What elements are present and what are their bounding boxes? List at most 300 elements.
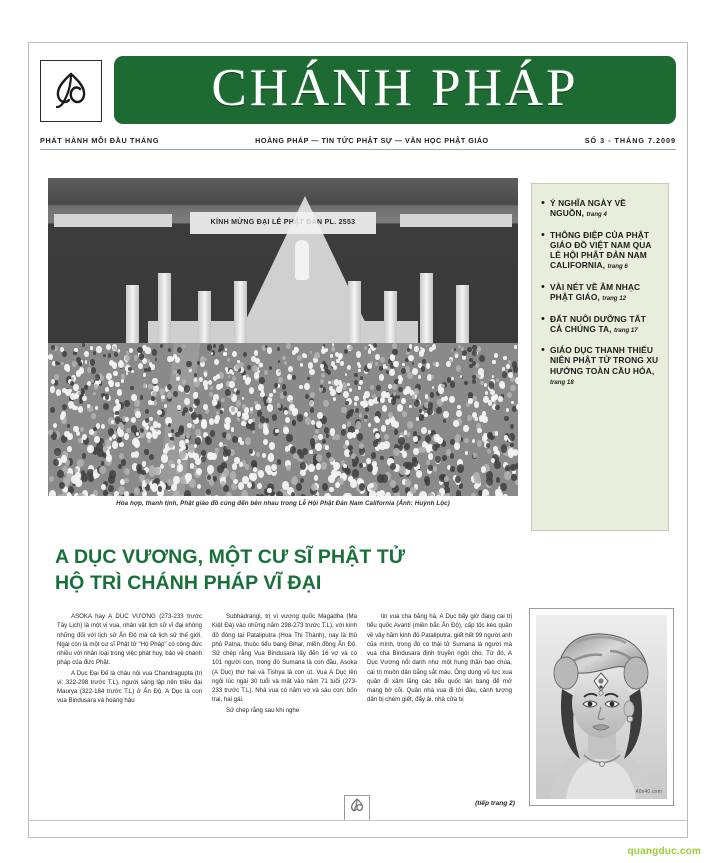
crowd-person [213,376,217,381]
crowd-person [62,404,67,410]
crowd-person [368,423,372,428]
crowd-person [383,364,387,369]
crowd-person [291,492,295,496]
crowd-person [134,451,140,458]
crowd-person [137,347,142,353]
crowd-person [259,494,265,496]
table-of-contents [531,183,669,531]
crowd-person [516,404,518,410]
crowd-person [370,385,374,390]
crowd-person [457,405,460,409]
crowd-person [147,439,151,443]
photo-crowd-area [48,343,518,496]
crowd-person [358,386,361,390]
crowd-person [103,490,107,496]
crowd-person [419,491,426,496]
crowd-person [512,361,517,368]
crowd-person [389,369,395,376]
crowd-person [494,353,498,358]
crowd-person [209,479,214,486]
crowd-person [510,424,514,429]
crowd-person [67,446,72,452]
crowd-person [207,465,214,474]
crowd-person [432,444,438,452]
crowd-person [364,415,368,420]
crowd-person [249,387,254,393]
crowd-person [432,386,435,389]
crowd-person [194,444,198,448]
crowd-person [189,369,192,373]
crowd-person [450,381,455,387]
masthead-title-bar [114,56,676,124]
crowd-person [74,348,77,352]
toc-item[interactable] [541,314,659,335]
crowd-person [183,407,188,413]
crowd-person [96,346,101,352]
crowd-person [474,401,479,408]
crowd-person [509,433,515,440]
crowd-person [189,479,196,487]
crowd-person [333,397,336,401]
crowd-person [140,395,144,400]
crowd-person [262,453,266,458]
crowd-person [225,424,230,430]
crowd-person [430,392,435,398]
crowd-person [190,463,195,469]
crowd-person [407,372,412,379]
crowd-person [314,352,319,359]
article-paragraph: Sử chép rằng sau khi nghe [226,706,300,714]
crowd-person [177,347,182,353]
crowd-person [416,417,419,421]
article-column [57,612,202,802]
crowd-person [436,407,442,414]
crowd-person [94,436,99,443]
crowd-person [168,348,171,352]
bullet-icon: • [541,197,545,209]
crowd-person [296,483,302,491]
crowd-person [142,461,146,466]
crowd-person [189,407,193,412]
crowd-person [247,365,251,370]
crowd-person [108,353,112,357]
crowd-person [341,429,346,436]
crowd-person [57,362,59,365]
crowd-person [398,437,404,445]
crowd-person [219,344,224,350]
crowd-person [106,344,111,351]
crowd-person [338,353,343,359]
toc-item-title: ĐẤT NUÔI DƯỠNG TẤT CẢ CHÚNG TA, trang 17 [550,313,646,334]
crowd-person [182,379,187,385]
crowd-person [250,407,253,411]
crowd-person [168,423,171,427]
crowd-person [419,414,425,421]
crowd-person [425,394,429,399]
crowd-person [321,462,328,470]
crowd-person [356,351,361,358]
crowd-person [285,417,290,424]
crowd-person [407,421,413,429]
bullet-icon: • [541,228,545,241]
crowd-person [227,358,230,362]
crowd-person [277,459,281,464]
crowd-person [142,491,147,496]
crowd-person [349,346,353,351]
crowd-person [184,490,191,496]
crowd-person [345,493,352,496]
crowd-person [435,456,440,463]
crowd-person [90,359,95,365]
crowd-person [421,427,427,434]
crowd-person [359,413,363,418]
crowd-person [321,348,326,354]
crowd-person [379,442,385,450]
asoka-portrait-frame [529,608,674,806]
crowd-person [408,355,413,362]
crowd-person [93,392,96,395]
crowd-person [67,424,70,428]
masthead-tagline-row [40,136,676,150]
crowd-person [108,485,114,493]
crowd-person [354,396,359,402]
crowd-person [364,391,370,398]
crowd-person [49,490,56,496]
crowd-person [421,366,425,371]
crowd-person [155,358,157,361]
crowd-person [514,345,517,349]
crowd-person [515,377,518,384]
crowd-person [346,414,350,419]
crowd-person [425,435,432,443]
crowd-person [48,430,52,435]
crowd-person [87,404,90,408]
crowd-person [272,414,277,421]
crowd-person [128,367,132,372]
page-title: CHÁNH PHÁP [211,58,579,117]
crowd-person [380,357,385,363]
crowd-person [348,445,353,451]
crowd-person [231,407,235,412]
crowd-person [82,434,87,440]
crowd-person [413,436,417,441]
crowd-person [194,378,197,382]
crowd-person [500,483,507,491]
crowd-person [210,430,215,436]
stage-pillar [420,273,433,343]
crowd-person [428,453,434,460]
crowd-person [267,404,273,412]
crowd-person [314,475,318,481]
crowd-person [456,410,462,417]
crowd-person [225,389,230,396]
crowd-person [357,433,363,441]
crowd-person [343,444,347,449]
crowd-person [84,385,88,390]
crowd-person [349,388,352,392]
crowd-person [231,427,235,432]
crowd-person [85,360,88,364]
toc-item-title: THÔNG ĐIỆP CỦA PHẬT GIÁO ĐỒ VIỆT NAM QUA LỄ HỘI PHẬT ĐẢN NAM CALIFORNIA, trang 6 [550,229,652,271]
crowd-person [365,407,369,412]
crowd-person [273,389,276,393]
crowd-person [226,492,232,496]
crowd-person [130,493,135,496]
crowd-person [152,378,157,385]
crowd-person [462,355,466,360]
crowd-person [515,480,518,485]
toc-item[interactable] [541,198,659,219]
stage-banner-left [54,214,172,227]
crowd-person [259,363,263,368]
crowd-person [59,482,65,489]
crowd-person [486,443,490,448]
crowd-person [256,452,260,457]
crowd-person [393,448,399,456]
masthead-logo [40,60,102,122]
crowd-person [157,410,161,415]
crowd-person [201,421,207,429]
crowd-person [426,363,431,369]
crowd-person [221,398,224,402]
issue-number: SỐ 3 - THÁNG 7.2009 [584,136,676,145]
crowd-person [518,386,519,393]
crowd-person [124,491,129,496]
crowd-person [481,466,486,473]
crowd-person [50,407,55,413]
crowd-person [418,375,421,378]
crowd-person [508,360,512,365]
crowd-person [384,407,387,411]
crowd-person [149,468,156,476]
toc-item-title: VÀI NÉT VỀ ÂM NHẠC PHẬT GIÁO, trang 12 [550,281,641,303]
crowd-person [134,358,137,362]
crowd-person [101,424,105,429]
bullet-icon: • [541,280,545,293]
toc-item[interactable] [541,282,659,303]
crowd-person [392,384,397,390]
article-paragraph: tin vua cha băng hà, A Dục bấy giờ đang cai trị tiểu quốc Avanti (miền bắc Ấn Độ), cấp tốc kéo quân về vây hãm kinh đô Pataliputra, giết hết 99 người anh của mình, trong đó có thái tử Sumana là người mà vua cha Bindusara định truyền ngôi cho. Từ đó, A Dục Vương nổi danh như một hung thần bạo chúa, cai trị muôn dân bằng sắt máu. Ông dùng vũ lực xua quân đi xâm lăng các tiểu quốc lân bang để mở mang bờ cõi. Quân nhà vua đi tới đâu, cảnh tượng dân bị chém giết, đẩy ải, nhà cửa bị [367,613,512,704]
crowd-person [495,431,499,436]
crowd-person [287,374,292,380]
crowd-person [203,404,207,410]
toc-item-title: GIÁO DỤC THANH THIẾU NIÊN PHẬT TỬ TRONG XU HƯỚNG TOÀN CẦU HÓA, trang 18 [550,345,659,386]
crowd-person [121,459,126,465]
article-column [212,612,357,802]
portrait-credit: 40x40.com [635,789,662,795]
crowd-person [412,362,414,365]
crowd-person [70,393,76,400]
stage-pillar [234,281,247,343]
crowd-person [82,343,85,347]
crowd-person [450,453,455,459]
crowd-person [406,462,412,470]
crowd-person [385,492,390,496]
crowd-person [482,435,487,442]
headline-line-1: A DỤC VƯƠNG, MỘT CƯ SĨ PHẬT TỬ [55,546,406,568]
crowd-person [284,410,288,415]
article-paragraph: A Dục Đại Đế là cháu nội vua Chandragupta (trị vì: 322-298 trước T.L), người sáng lập nên triều đại Maurya (322-184 trước T.L) ở Ấn Độ. A Dục là con vua Bindusara và hoàng hậu [57,669,202,705]
crowd-person [498,396,503,402]
crowd-person [247,482,252,488]
crowd-person [103,403,109,411]
crowd-person [50,386,55,393]
crowd-person [487,449,491,454]
toc-item-page: trang 18 [550,378,574,386]
crowd-person [73,426,78,433]
crowd-person [503,494,508,496]
crowd-person [232,372,235,375]
crowd-person [427,408,433,415]
crowd-person [379,366,383,371]
footer-divider [28,820,688,821]
crowd-person [407,348,411,352]
crowd-person [269,366,272,370]
crowd-person [376,385,381,391]
crowd-person [277,404,280,408]
crowd-person [196,468,202,475]
crowd-person [263,428,268,435]
crowd-person [455,434,462,442]
toc-item-page: trang 6 [607,263,628,271]
article-column [367,612,512,802]
crowd-person [185,473,191,481]
crowd-person [219,442,223,447]
crowd-person [82,453,87,459]
crowd-person [101,461,105,466]
crowd-person [131,425,137,432]
crowd-person [215,415,220,421]
crowd-person [288,366,293,372]
crowd-person [113,346,116,350]
crowd-person [54,374,59,380]
crowd-person [307,377,310,381]
crowd-person [373,343,377,348]
crowd-person [304,354,307,358]
crowd-person [105,387,109,392]
crowd-person [344,349,348,354]
crowd-person [182,345,185,349]
crowd-person [57,470,64,479]
crowd-person [308,362,313,369]
crowd-person [343,464,347,469]
crowd-person [161,454,168,463]
crowd-person [300,478,304,483]
crowd-person [99,466,106,475]
stage-dais [148,321,418,343]
crowd-person [300,462,306,470]
crowd-person [115,382,119,387]
crowd-person [253,467,257,472]
crowd-person [157,430,161,435]
crowd-person [243,352,247,357]
crowd-person [431,375,434,379]
crowd-person [184,385,190,392]
crowd-person [483,396,489,403]
crowd-person [446,361,451,368]
crowd-person [297,449,302,455]
crowd-person [496,491,503,496]
crowd-person [193,392,198,399]
crowd-person [116,403,121,409]
crowd-person [171,429,174,433]
crowd-person [120,424,124,429]
crowd-person [152,349,157,356]
crowd-person [421,447,426,453]
crowd-person [457,464,464,473]
crowd-person [478,368,484,375]
crowd-person [124,433,129,440]
crowd-person [473,453,477,457]
crowd-person [477,346,481,351]
toc-item[interactable] [541,345,659,386]
crowd-person [402,451,407,458]
crowd-person [267,488,271,493]
crowd-person [443,419,447,424]
crowd-person [322,439,326,444]
toc-item[interactable] [541,230,659,271]
crowd-person [124,478,129,484]
crowd-person [472,375,476,380]
crowd-person [502,371,507,377]
crowd-person [251,422,255,427]
crowd-person [503,356,506,360]
crowd-person [223,450,228,456]
crowd-person [82,396,87,402]
crowd-person [315,429,319,434]
crowd-person [510,443,514,448]
crowd-person [472,439,475,443]
crowd-person [405,479,412,487]
crowd-person [91,413,96,419]
photo-caption: Hòa hợp, thanh tịnh, Phật giáo đồ cùng đến bên nhau trong Lễ Hội Phật Đản Nam California (Ảnh: Huỳnh Lộc) [116,500,450,507]
crowd-person [114,352,118,357]
toc-item-page: trang 4 [586,211,607,219]
stage-pillar [384,291,397,343]
crowd-person [118,361,123,368]
crowd-person [145,425,149,430]
crowd-person [210,386,213,390]
crowd-person [402,411,407,417]
crowd-person [268,453,275,462]
crowd-person [322,483,328,491]
crowd-person [442,455,447,461]
crowd-person [433,466,438,472]
crowd-person [79,367,85,374]
crowd-person [351,453,356,459]
crowd-person [246,441,250,446]
crowd-person [263,423,267,428]
crowd-person [195,429,201,436]
crowd-person [414,388,419,394]
crowd-person [219,384,223,388]
crowd-person [340,361,344,366]
continued-note: (tiếp trang 2) [475,800,515,807]
crowd-person [115,416,121,423]
crowd-person [56,389,61,396]
crowd-person [462,350,467,356]
crowd-person [265,465,271,472]
crowd-person [325,445,329,449]
stage-banner-right [400,214,512,227]
crowd-person [204,385,208,390]
crowd-person [84,351,89,357]
bullet-icon: • [541,344,545,357]
crowd-person [72,405,76,410]
crowd-person [144,449,148,454]
crowd-person [464,438,468,443]
crowd-person [286,434,292,442]
